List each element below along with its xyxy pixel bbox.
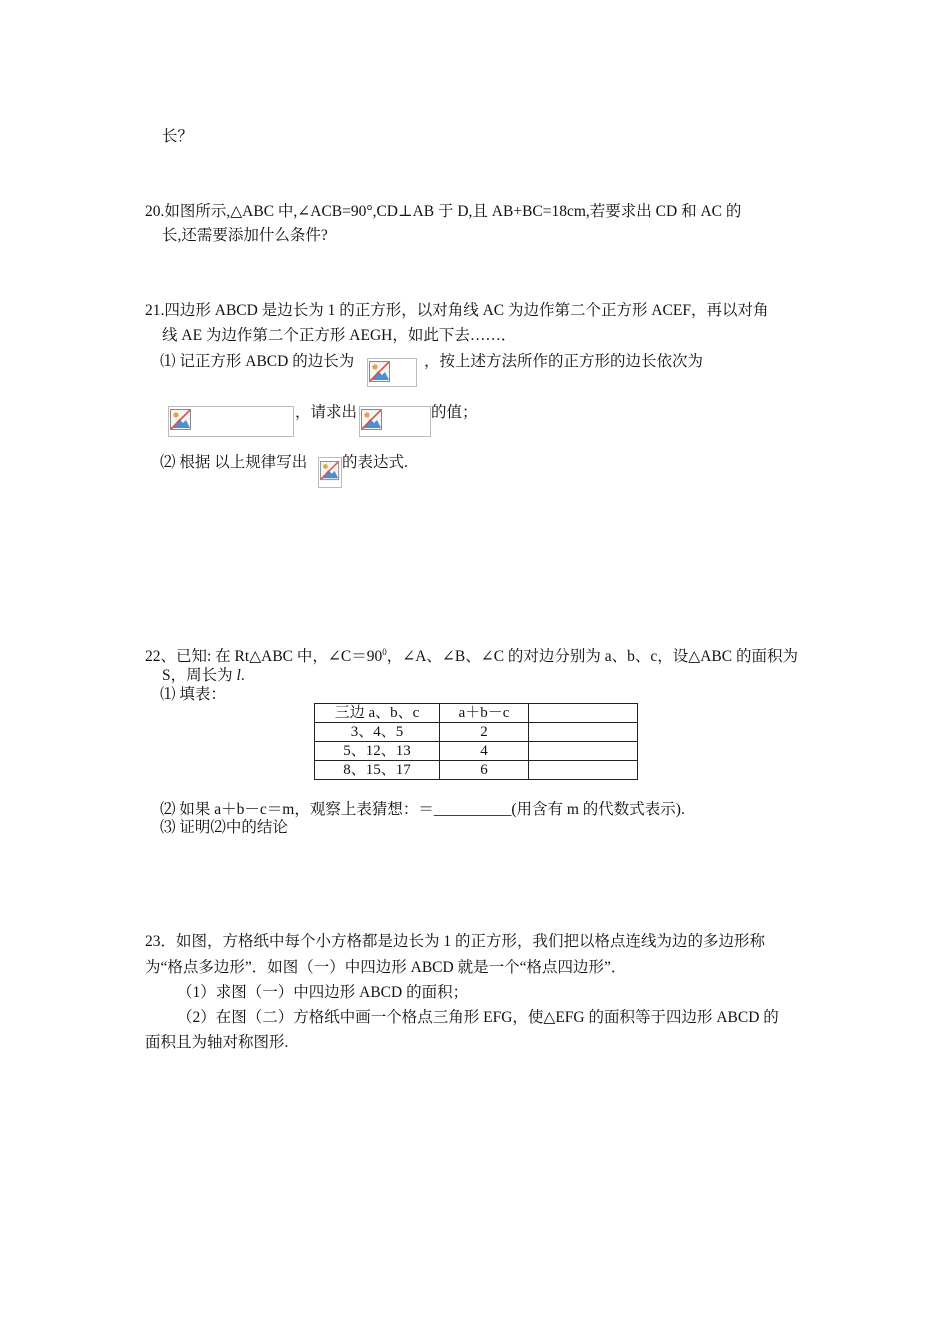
q20-line1: 20.如图所示,△ABC 中,∠ACB=90°,CD⊥AB 于 D,且 AB+BC=18cm,若要求出 CD 和 AC 的: [145, 203, 742, 220]
broken-image-icon: [359, 406, 431, 437]
q22-line2: [162, 666, 245, 686]
table-cell-blank[interactable]: [529, 761, 638, 780]
q21-part1-text-a: ⑴ 记正方形 ABCD 的边长为: [160, 353, 355, 370]
table-cell: 3、4、5: [315, 723, 440, 742]
broken-image-icon: [318, 457, 342, 488]
q22-part2: ⑵ 如果 a＋b－c＝m，观察上表猜想：＝__________(用含有 m 的代数式表示).: [160, 801, 685, 818]
broken-image-icon: [367, 358, 417, 387]
q21-part1-text-c: ，请求出: [295, 404, 358, 421]
q21-part2-text-b: 的表达式.: [342, 454, 408, 471]
q21-line2: 线 AE 为边作第二个正方形 AEGH，如此下去……．: [162, 327, 517, 344]
q21-part2-text-a: ⑵ 根据 以上规律写出: [160, 454, 308, 471]
q22-degree-sup: 0: [382, 647, 387, 657]
table-header-blank[interactable]: [529, 704, 638, 723]
table-header-sides: 三边 a、b、c: [315, 704, 440, 723]
q21-part1-text-b: ，按上述方法所作的正方形的边长依次为: [424, 353, 704, 370]
table-row: [315, 761, 638, 780]
table-header-row: [315, 704, 638, 723]
q20-line2: 长,还需要添加什么条件?: [162, 227, 328, 244]
q23-line2: 为“格点多边形”．如图（一）中四边形 ABCD 就是一个“格点四边形”．: [145, 959, 627, 976]
q22-line2-b: .: [240, 667, 245, 684]
table-cell: 6: [440, 761, 529, 780]
table-header-sum: a＋b－c: [440, 704, 529, 723]
q23-part1: （1）求图（一）中四边形 ABCD 的面积；: [177, 984, 469, 1001]
q22-perimeter-symbol: l: [236, 667, 241, 684]
q21-part1-text-d: 的值；: [431, 404, 478, 421]
table-row: [315, 723, 638, 742]
q23-line1: 23．如图，方格纸中每个小方格都是边长为 1 的正方形，我们把以格点连线为边的多边形称: [145, 933, 766, 950]
q21-line1: 21.四边形 ABCD 是边长为 1 的正方形，以对角线 AC 为边作第二个正方形 ACEF，再以对角: [145, 302, 769, 319]
table-cell-blank[interactable]: [529, 723, 638, 742]
table-cell: 2: [440, 723, 529, 742]
table-row: [315, 742, 638, 761]
q22-line1: [145, 647, 798, 667]
q22-part3: ⑶ 证明⑵中的结论: [160, 819, 288, 836]
q22-line1-b: ，∠A、∠B、∠C 的对边分别为 a、b、c，设△ABC 的面积为: [386, 648, 798, 665]
table-cell: 5、12、13: [315, 742, 440, 761]
broken-image-icon: [168, 406, 294, 437]
q23-part2-line2: 面积且为轴对称图形.: [145, 1034, 289, 1051]
fill-table: [314, 703, 638, 780]
q22-part1: ⑴ 填表：: [160, 686, 226, 703]
q22-line1-a: 22、已知: 在 Rt△ABC 中，∠C＝90: [145, 648, 383, 665]
q22-line2-a: S，周长为: [162, 667, 237, 684]
table-cell: 4: [440, 742, 529, 761]
table-cell: 8、15、17: [315, 761, 440, 780]
q19-continuation: 长？: [162, 128, 194, 145]
q23-part2-line1: （2）在图（二）方格纸中画一个格点三角形 EFG，使△EFG 的面积等于四边形 ABCD 的: [177, 1009, 779, 1026]
table-cell-blank[interactable]: [529, 742, 638, 761]
